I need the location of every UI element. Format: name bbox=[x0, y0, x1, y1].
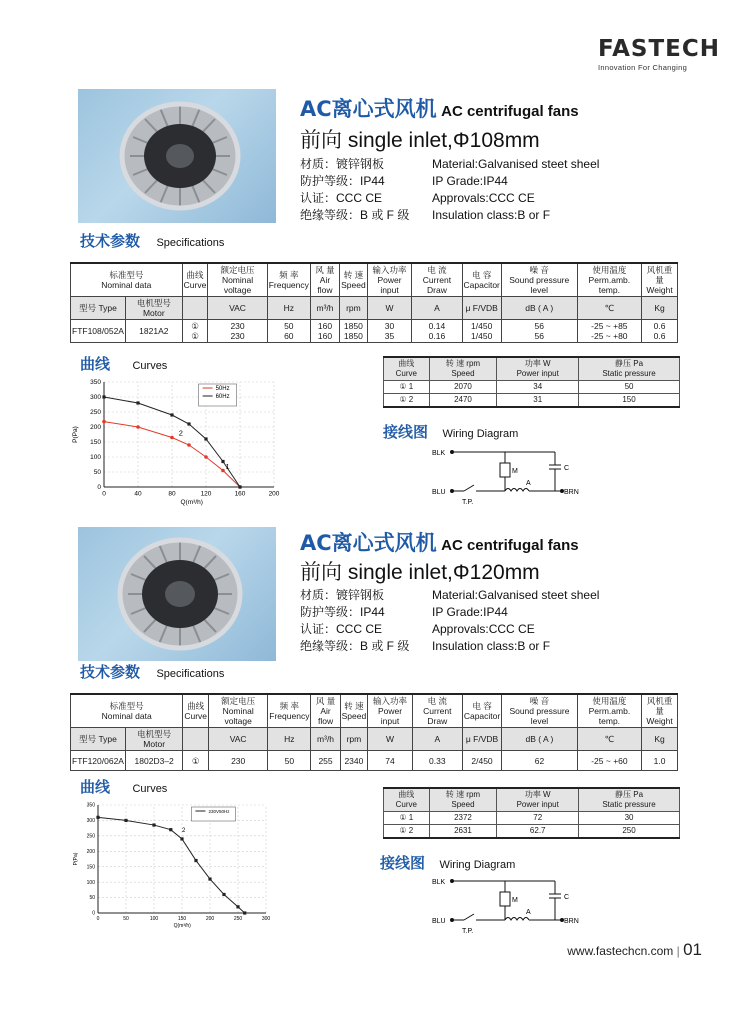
title-en: AC centrifugal fans bbox=[441, 537, 579, 554]
footer: www.fastechcn.com | 01 bbox=[567, 940, 702, 959]
y-tick-label: 150 bbox=[90, 439, 101, 447]
y-tick-label: 50 bbox=[93, 469, 101, 477]
prop-ip-en: IP Grade:IP44 bbox=[432, 605, 508, 619]
data-point bbox=[204, 455, 208, 459]
wire-m-label: M bbox=[512, 897, 518, 904]
section-title-en: Specifications bbox=[156, 237, 225, 249]
data-point bbox=[102, 395, 105, 398]
prop-ip-cn: 防护等级：IP44 bbox=[300, 174, 385, 188]
table-row: ① 2 2631 62.7 250 bbox=[384, 825, 680, 839]
footer-url: www.fastechcn.com bbox=[567, 944, 674, 958]
title-en: AC centrifugal fans bbox=[441, 103, 579, 120]
wire-c-label: C bbox=[564, 465, 570, 472]
hdr-temp: 使用温度 Perm.amb. temp. bbox=[577, 694, 641, 728]
x-tick-label: 0 bbox=[96, 916, 100, 922]
wiring-title-en: Wiring Diagram bbox=[439, 859, 516, 871]
wire-m-label: M bbox=[512, 468, 518, 475]
perf-hdr-curve: 曲线 Curve bbox=[384, 357, 430, 381]
legend-label: 60Hz bbox=[215, 394, 230, 400]
curves-title-cn: 曲线 bbox=[80, 355, 111, 373]
hdr-voltage: 额定电压 Nominal voltage bbox=[209, 694, 268, 728]
hdr-weight: 风机重量 Weight bbox=[642, 263, 678, 297]
hdr-current: 电 流 Current Draw bbox=[412, 694, 462, 728]
data-point bbox=[136, 425, 140, 429]
wire-a-label: A bbox=[526, 480, 531, 487]
prop-material-cn: 材质：镀锌钢板 bbox=[300, 157, 385, 171]
y-tick-label: 100 bbox=[86, 879, 95, 886]
curve-label: 2 bbox=[182, 828, 186, 835]
prop-material-cn: 材质：镀锌钢板 bbox=[300, 588, 385, 602]
table-row: FTF120/062A 1802D3–2 ① 230 50 255 2340 74 0.33 2/450 62 -25 ~ +60 1.0 bbox=[71, 751, 678, 771]
hdr-power: 输入功率 Power input bbox=[368, 694, 413, 728]
legend-label: 50Hz bbox=[215, 386, 230, 392]
prop-insulation-en: Insulation class:B or F bbox=[432, 639, 551, 653]
section-curves bbox=[80, 353, 167, 374]
performance-table bbox=[383, 356, 680, 408]
y-tick-label: 0 bbox=[97, 484, 101, 492]
brand-logo bbox=[598, 36, 720, 76]
x-tick-label: 40 bbox=[134, 490, 142, 498]
wiring-title-cn: 接线图 bbox=[380, 854, 426, 872]
product-title bbox=[300, 527, 579, 557]
data-point bbox=[236, 905, 239, 908]
y-tick-label: 200 bbox=[86, 848, 95, 855]
x-tick-label: 150 bbox=[177, 916, 187, 922]
y-axis-label: P(Pa) bbox=[73, 852, 79, 866]
x-tick-label: 250 bbox=[233, 916, 243, 922]
perf-hdr-speed: 转 速 rpm Speed bbox=[429, 788, 497, 812]
prop-approval-cn: 认证：CCC CE bbox=[300, 191, 383, 205]
y-tick-label: 300 bbox=[90, 394, 101, 402]
x-axis-label: Q(m³/h) bbox=[180, 499, 203, 506]
wire-tp-label: T.P. bbox=[462, 499, 474, 506]
y-tick-label: 50 bbox=[89, 895, 95, 902]
data-point bbox=[187, 422, 190, 425]
data-point bbox=[222, 893, 225, 896]
hdr-sound: 噪 音 Sound pressure level bbox=[501, 263, 577, 297]
data-point bbox=[102, 420, 106, 424]
data-point bbox=[170, 436, 174, 440]
data-point bbox=[96, 816, 99, 819]
data-point bbox=[243, 911, 246, 914]
section-wiring bbox=[383, 421, 518, 442]
spec-table bbox=[70, 262, 678, 343]
title-cn: AC离心式风机 bbox=[300, 97, 437, 121]
data-point bbox=[170, 413, 173, 416]
performance-chart bbox=[72, 375, 287, 510]
perf-hdr-pressure: 静压 Pa Static pressure bbox=[579, 357, 680, 381]
prop-material-en: Material:Galvanised steet sheel bbox=[432, 588, 600, 602]
hdr-voltage: 额定电压 Nominal voltage bbox=[208, 263, 267, 297]
table-row: FTF108/052A 1821A2 ① ① 230 230 50 60 160 160 1850 1850 30 35 0.14 0.16 1/450 1/450 56 56 -25 ~ +85 -25 ~ +80 0.6 0.6 bbox=[71, 320, 678, 343]
hdr-capacitor: 电 容 Capacitor bbox=[462, 694, 501, 728]
hdr-sound: 噪 音 Sound pressure level bbox=[502, 694, 577, 728]
y-axis-label: P(Pa) bbox=[72, 426, 79, 443]
wiring-title-en: Wiring Diagram bbox=[442, 428, 519, 440]
unit-row: 型号 Type 电机型号 Motor VAC Hz m³/h rpm W A μ F/VDB dB ( A ) ℃ Kg bbox=[71, 297, 678, 320]
data-point bbox=[152, 823, 155, 826]
y-tick-label: 150 bbox=[86, 864, 95, 871]
product-subtitle: 前向 single inlet,Φ120mm bbox=[300, 561, 540, 584]
props-cn bbox=[300, 587, 409, 655]
hdr-frequency: 频 率 Frequency bbox=[268, 694, 311, 728]
hdr-capacitor: 电 容 Capacitor bbox=[462, 263, 501, 297]
prop-material-en: Material:Galvanised steet sheel bbox=[432, 157, 600, 171]
prop-approval-en: Approvals:CCC CE bbox=[432, 622, 535, 636]
y-tick-label: 350 bbox=[86, 802, 95, 809]
performance-table bbox=[383, 787, 680, 839]
fan-photo bbox=[78, 527, 276, 661]
prop-ip-en: IP Grade:IP44 bbox=[432, 174, 508, 188]
data-point bbox=[136, 401, 139, 404]
section-specifications bbox=[80, 661, 224, 682]
page-number: 01 bbox=[683, 940, 702, 959]
y-tick-label: 300 bbox=[86, 818, 95, 825]
data-point bbox=[187, 443, 191, 447]
perf-hdr-power: 功率 W Power input bbox=[497, 788, 579, 812]
x-tick-label: 160 bbox=[234, 490, 246, 498]
wire-brn-label: BRN bbox=[564, 918, 579, 925]
hdr-curve: 曲线 Curve bbox=[183, 694, 209, 728]
data-point bbox=[208, 877, 211, 880]
section-specifications bbox=[80, 230, 224, 251]
hdr-current: 电 流 Current Draw bbox=[412, 263, 462, 297]
x-tick-label: 100 bbox=[149, 916, 159, 922]
data-point bbox=[221, 469, 225, 473]
x-tick-label: 200 bbox=[205, 916, 215, 922]
hdr-nominal: 标准型号 Nominal data bbox=[71, 263, 183, 297]
hdr-speed: 转 速 Speed bbox=[340, 694, 368, 728]
hdr-temp: 使用温度 Perm.amb. temp. bbox=[577, 263, 642, 297]
wiring-diagram bbox=[430, 872, 580, 937]
prop-insulation-cn: 绝缘等级：B 或 F 级 bbox=[300, 208, 410, 222]
hdr-frequency: 频 率 Frequency bbox=[267, 263, 310, 297]
prop-ip-cn: 防护等级：IP44 bbox=[300, 605, 385, 619]
section-curves bbox=[80, 776, 167, 797]
curve-label: 2 bbox=[178, 428, 183, 438]
table-row: ① 1 2372 72 30 bbox=[384, 812, 680, 825]
x-tick-label: 120 bbox=[200, 490, 212, 498]
data-point bbox=[221, 460, 224, 463]
spec-table bbox=[70, 693, 678, 771]
brand-name: FASTECH bbox=[598, 36, 720, 62]
hdr-curve: 曲线 Curve bbox=[182, 263, 208, 297]
wire-brn-label: BRN bbox=[564, 489, 579, 496]
wiring-title-cn: 接线图 bbox=[383, 423, 429, 441]
wire-blu-label: BLU bbox=[432, 918, 446, 925]
data-point bbox=[124, 819, 127, 822]
y-tick-label: 0 bbox=[92, 910, 95, 917]
section-title-cn: 技术参数 bbox=[80, 663, 141, 681]
y-tick-label: 100 bbox=[90, 454, 101, 462]
props-cn bbox=[300, 156, 409, 224]
curve-label: 1 bbox=[225, 462, 230, 471]
wire-a-label: A bbox=[526, 909, 531, 916]
y-tick-label: 200 bbox=[90, 424, 101, 432]
product-title bbox=[300, 93, 579, 123]
product-subtitle: 前向 single inlet,Φ108mm bbox=[300, 129, 540, 152]
legend-label: 230V50Hz bbox=[208, 809, 230, 814]
data-point bbox=[238, 485, 241, 488]
perf-hdr-speed: 转 速 rpm Speed bbox=[429, 357, 497, 381]
x-tick-label: 200 bbox=[268, 490, 280, 498]
unit-row: 型号 Type 电机型号 Motor VAC Hz m³/h rpm W A μ F/VDB dB ( A ) ℃ Kg bbox=[71, 728, 678, 751]
hdr-weight: 风机重量 Weight bbox=[642, 694, 678, 728]
performance-chart bbox=[72, 798, 277, 930]
data-point bbox=[204, 437, 207, 440]
prop-approval-en: Approvals:CCC CE bbox=[432, 191, 535, 205]
x-axis-label: Q(m³/h) bbox=[173, 923, 191, 929]
data-point bbox=[180, 837, 183, 840]
curves-title-en: Curves bbox=[132, 783, 168, 795]
data-point bbox=[194, 859, 197, 862]
section-title-cn: 技术参数 bbox=[80, 232, 141, 250]
hdr-speed: 转 速 Speed bbox=[340, 263, 368, 297]
x-tick-label: 80 bbox=[168, 490, 176, 498]
series-line bbox=[98, 817, 245, 913]
hdr-airflow: 风 量 Air flow bbox=[311, 694, 340, 728]
table-row: ① 2 2470 31 150 bbox=[384, 394, 680, 408]
wire-tp-label: T.P. bbox=[462, 928, 474, 935]
y-tick-label: 250 bbox=[86, 833, 95, 840]
prop-insulation-en: Insulation class:B or F bbox=[432, 208, 551, 222]
title-cn: AC离心式风机 bbox=[300, 531, 437, 555]
wire-blk-label: BLK bbox=[432, 879, 446, 886]
section-wiring bbox=[380, 852, 515, 873]
wire-blu-label: BLU bbox=[432, 489, 446, 496]
x-tick-label: 0 bbox=[102, 490, 106, 498]
section-title-en: Specifications bbox=[156, 668, 225, 680]
x-tick-label: 300 bbox=[261, 916, 271, 922]
wire-c-label: C bbox=[564, 894, 570, 901]
wiring-diagram bbox=[430, 443, 580, 508]
perf-hdr-curve: 曲线 Curve bbox=[384, 788, 430, 812]
y-tick-label: 350 bbox=[90, 379, 101, 387]
curves-title-cn: 曲线 bbox=[80, 778, 111, 796]
prop-approval-cn: 认证：CCC CE bbox=[300, 622, 383, 636]
props-en bbox=[432, 587, 599, 655]
perf-hdr-power: 功率 W Power input bbox=[497, 357, 579, 381]
props-en bbox=[432, 156, 599, 224]
hdr-nominal: 标准型号 Nominal data bbox=[71, 694, 183, 728]
perf-hdr-pressure: 静压 Pa Static pressure bbox=[579, 788, 680, 812]
x-tick-label: 50 bbox=[123, 916, 129, 922]
hdr-airflow: 风 量 Air flow bbox=[310, 263, 339, 297]
wire-blk-label: BLK bbox=[432, 450, 446, 457]
prop-insulation-cn: 绝缘等级：B 或 F 级 bbox=[300, 639, 410, 653]
brand-tagline: Innovation For Changing bbox=[598, 63, 688, 72]
y-tick-label: 250 bbox=[90, 409, 101, 417]
curves-title-en: Curves bbox=[132, 360, 168, 372]
fan-photo bbox=[78, 89, 276, 223]
table-row: ① 1 2070 34 50 bbox=[384, 381, 680, 394]
hdr-power: 输入功率 Power input bbox=[367, 263, 412, 297]
data-point bbox=[169, 828, 172, 831]
